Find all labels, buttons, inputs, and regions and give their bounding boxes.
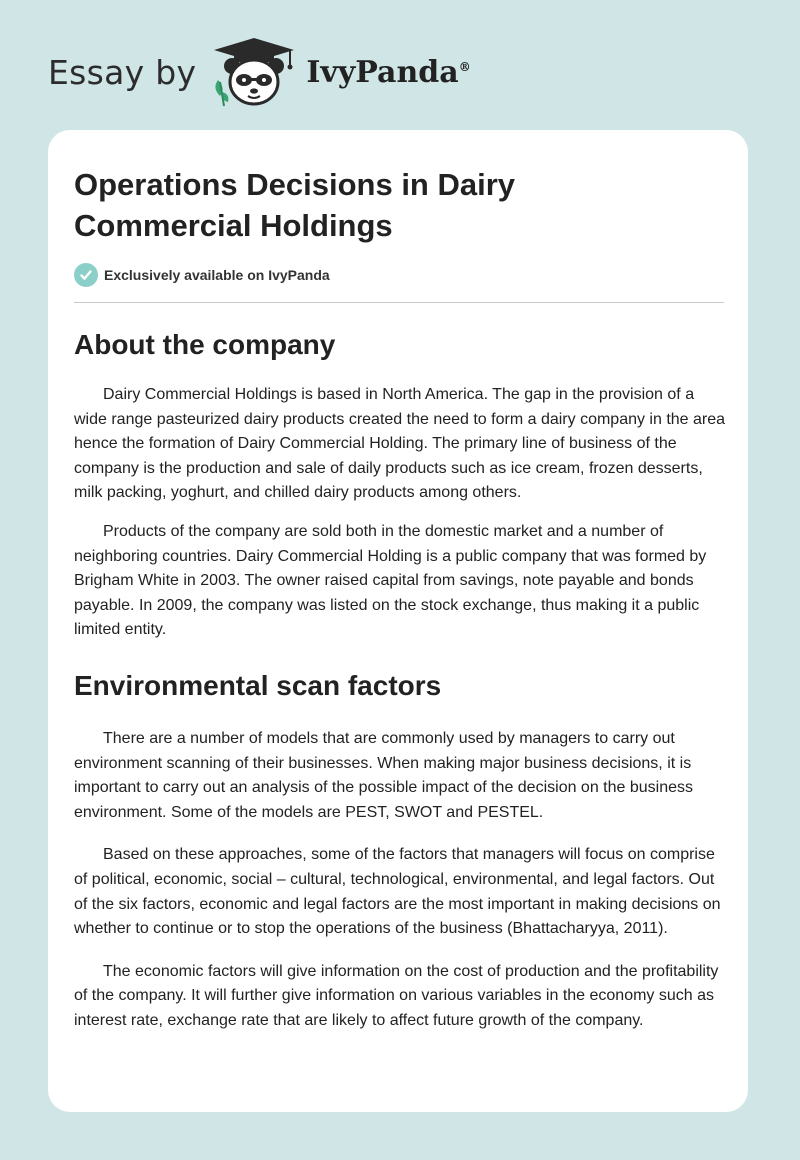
check-circle-icon — [74, 263, 98, 287]
paragraph: The economic factors will give information on the cost of production and the profitability of the company. It will further give information on various variables in the economy such as interest rate, exchange rate that are likely to affect future growth of the company. — [74, 962, 719, 1029]
title-divider — [74, 302, 724, 303]
section-heading: Environmental scan factors — [74, 669, 442, 701]
brand-prefix: Essay by — [48, 52, 197, 92]
paragraph: Products of the company are sold both in the domestic market and a number of neighboring countries. Dairy Commercial Holding is a public company that was formed by Brigham White in 2003. The owner raised capital from savings, note payable and bonds payable. In 2009, the company was listed on the stock exchange, thus making it a public limited entity. — [74, 522, 707, 639]
registered-mark: ® — [458, 59, 471, 74]
essay-title: Operations Decisions in Dairy Commercial Holdings — [74, 167, 516, 243]
brand-name: IvyPanda® — [306, 54, 471, 90]
exclusive-badge-label: Exclusively available on IvyPanda — [104, 267, 330, 283]
essay-body — [74, 320, 726, 1033]
section-about-company — [74, 320, 726, 643]
essay-card — [48, 130, 748, 1112]
exclusive-badge — [74, 263, 330, 287]
panda-graduate-logo-icon — [210, 36, 300, 108]
paragraph: There are a number of models that are commonly used by managers to carry out environment scanning of their businesses. When making major business decisions, it is important to carry out an analysis of the possible impact of the decision on the business environment. Some of the models are PEST, SWOT and PESTEL. — [74, 729, 694, 821]
paragraph: Dairy Commercial Holdings is based in North America. The gap in the provision of a wide range pasteurized dairy products created the need to form a dairy company in the area hence the formation of Dairy Commercial Holding. The primary line of business of the company is the production and sale of daily products such as ice cream, frozen desserts, milk packing, yoghurt, and chilled dairy products among others. — [74, 386, 726, 502]
section-environmental-scan — [74, 661, 726, 1034]
paragraph: Based on these approaches, some of the factors that managers will focus on comprise of political, economic, social – cultural, technological, environmental, and legal factors. Out of the six factors, economic and legal factors are the most important in making decisions on whether to continue or to stop the operations of the business (Bhattacharyya, 2011). — [74, 846, 721, 938]
site-brand[interactable] — [48, 36, 471, 108]
section-heading: About the company — [74, 329, 336, 360]
